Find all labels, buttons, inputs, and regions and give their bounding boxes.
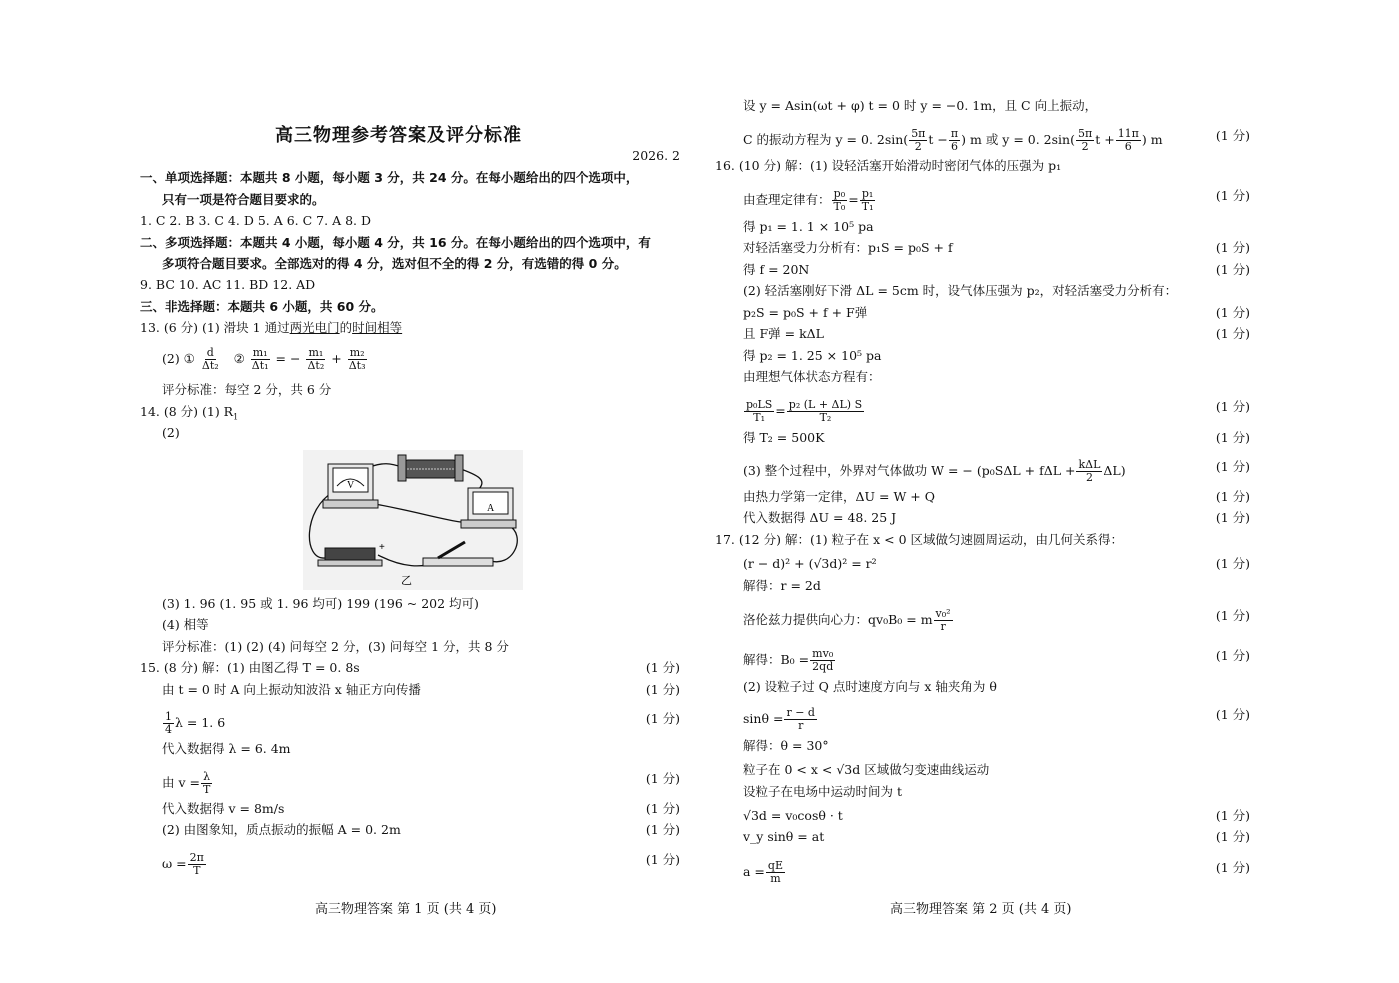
svg-text:V: V bbox=[347, 480, 355, 491]
q17-line12: v_y sinθ = at (1 分) bbox=[743, 829, 1250, 844]
q16-line1: 16. (10 分) 解：(1) 设轻活塞开始滑动时密闭气体的压强为 p₁ bbox=[715, 158, 1062, 173]
r-line2: C 的振动方程为 y = 0. 2sin( $\frac{5\pi}{2}$ t − $\frac{\pi}{6}$ ) m 或 y = 0. 2sin( $\frac{5\pi}{2}$ t + $\frac{11\pi}{6}$ ) m (1 分) bbox=[743, 127, 1250, 153]
q13-standard: 评分标准：每空 2 分，共 6 分 bbox=[162, 382, 332, 397]
q16-line7: p₂S = p₀S + f + F弹 (1 分) bbox=[743, 305, 1250, 320]
section-1-heading-cont: 只有一项是符合题目要求的。 bbox=[162, 192, 325, 207]
voltmeter bbox=[323, 464, 378, 508]
q15-line7: (2) 由图象知，质点振动的振幅 A = 0. 2m (1 分) bbox=[162, 822, 680, 837]
q13-part1: 13. (6 分) (1) 滑块 1 通过两光电门的时间相等 bbox=[140, 320, 403, 335]
q16-line11: $\frac{\text{p₀LS}}{\text{T₁}}$ = $\frac{\text{p₂ (L + ΔL) S}}{\text{T₂}}$ (1 分) bbox=[746, 398, 1250, 424]
q16-line8: 且 F弹 = kΔL (1 分) bbox=[743, 326, 1250, 341]
q15-line2: 由 t = 0 时 A 向上振动知波沿 x 轴正方向传播 (1 分) bbox=[162, 682, 680, 697]
q14-part4: (4) 相等 bbox=[162, 617, 209, 632]
q16-line6: (2) 轻活塞刚好下滑 ΔL = 5cm 时，设气体压强为 p₂，对轻活塞受力分析有： bbox=[743, 283, 1178, 298]
q15-line8: ω = $\frac{2\pi}{T}$ (1 分) bbox=[162, 851, 680, 877]
svg-text:+: + bbox=[379, 542, 385, 553]
q17-line6: (2) 设粒子过 Q 点时速度方向与 x 轴夹角为 θ bbox=[743, 679, 997, 694]
q16-line4: 对轻活塞受力分析有：p₁S = p₀S + f (1 分) bbox=[743, 240, 1250, 255]
q15-line5: 由 v = $\frac{\lambda}{T}$ (1 分) bbox=[162, 770, 680, 796]
answers-1-8: 1. C 2. B 3. C 4. D 5. A 6. C 7. A 8. D bbox=[140, 213, 371, 228]
doc-date: 2026. 2 bbox=[632, 148, 680, 163]
q16-line5: 得 f = 20N (1 分) bbox=[743, 262, 1250, 277]
doc-title: 高三物理参考答案及评分标准 bbox=[275, 125, 522, 146]
q13-part2: (2) ① $\frac{d}{\text{Δt₂}}$ ② $\frac{\text{m₁}}{\text{Δt₁}}$ = − $\frac{\text{m₁}}{\text{Δt₂}}$ + $\frac{\text{m₂}}{\text{Δt₃}}$ bbox=[162, 346, 366, 372]
answers-9-12: 9. BC 10. AC 11. BD 12. AD bbox=[140, 277, 316, 292]
q15-line1: 15. (8 分) 解：(1) 由图乙得 T = 0. 8s (1 分) bbox=[140, 660, 680, 675]
svg-text:A: A bbox=[487, 503, 495, 514]
circuit-label: 乙 bbox=[401, 574, 412, 587]
section-2-heading: 二、多项选择题：本题共 4 小题，每小题 4 分，共 16 分。在每小题给出的四个选项中，有 bbox=[140, 235, 651, 250]
q17-line3: 解得：r = 2d bbox=[743, 578, 821, 593]
q15-line6: 代入数据得 v = 8m/s (1 分) bbox=[162, 801, 680, 816]
q17-line9: 粒子在 0 < x < √3d 区域做匀变速曲线运动 bbox=[743, 762, 990, 777]
section-2-heading-cont: 多项符合题目要求。全部选对的得 4 分，选对但不全的得 2 分，有选错的得 0 分。 bbox=[162, 256, 627, 271]
section-1-heading: 一、单项选择题：本题共 8 小题，每小题 3 分，共 24 分。在每小题给出的四个选项中， bbox=[140, 170, 639, 185]
q16-line10: 由理想气体状态方程有： bbox=[743, 369, 881, 384]
page-1 bbox=[140, 0, 680, 983]
q17-line4: 洛伦兹力提供向心力：qv₀B₀ = m $\frac{\text{v₀²}}{r}$ (1 分) bbox=[743, 607, 1250, 633]
q17-line13: a = $\frac{qE}{m}$ (1 分) bbox=[743, 859, 1250, 885]
q17-line7: sinθ = $\frac{r - d}{r}$ (1 分) bbox=[743, 706, 1250, 732]
q17-line5: 解得：B₀ = $\frac{\text{mv₀}}{2qd}$ (1 分) bbox=[743, 647, 1250, 673]
q17-line8: 解得：θ = 30° bbox=[743, 738, 829, 753]
q16-line14: 由热力学第一定律，ΔU = W + Q (1 分) bbox=[743, 489, 1250, 504]
circuit-diagram bbox=[303, 450, 523, 590]
q17-line11: √3d = v₀cosθ · t (1 分) bbox=[743, 808, 1250, 823]
q14-part3: (3) 1. 96 (1. 95 或 1. 96 均可) 199 (196 ~ 202 均可) bbox=[162, 596, 479, 611]
q16-line15: 代入数据得 ΔU = 48. 25 J (1 分) bbox=[743, 510, 1250, 525]
q15-line4: 代入数据得 λ = 6. 4m bbox=[162, 741, 291, 756]
q17-line1: 17. (12 分) 解：(1) 粒子在 x < 0 区域做匀速圆周运动，由几何关系得： bbox=[715, 532, 1124, 547]
ammeter bbox=[461, 488, 516, 528]
fraction: $\frac{d}{\text{Δt₂}}$ bbox=[201, 346, 219, 372]
q17-line10: 设粒子在电场中运动时间为 t bbox=[743, 784, 902, 799]
q16-line9: 得 p₂ = 1. 25 × 10⁵ pa bbox=[743, 348, 882, 363]
q16-line3: 得 p₁ = 1. 1 × 10⁵ pa bbox=[743, 219, 874, 234]
q15-line3: $\frac{1}{4}$ λ = 1. 6 (1 分) bbox=[165, 710, 680, 736]
page-2 bbox=[715, 0, 1250, 983]
q14-part2: (2) bbox=[162, 425, 180, 440]
q16-line12: 得 T₂ = 500K (1 分) bbox=[743, 430, 1250, 445]
q17-line2: (r − d)² + (√3d)² = r² (1 分) bbox=[743, 556, 1250, 571]
page-1-footer: 高三物理答案 第 1 页 (共 4 页) bbox=[315, 902, 497, 917]
q16-line2: 由查理定律有： $\frac{\text{p₀}}{\text{T₀}}$ = $\frac{\text{p₁}}{\text{T₁}}$ (1 分) bbox=[743, 187, 1250, 213]
page-2-footer: 高三物理答案 第 2 页 (共 4 页) bbox=[890, 902, 1072, 917]
q14-part1: 14. (8 分) (1) $R_1$ bbox=[140, 404, 239, 422]
section-3-heading: 三、非选择题：本题共 6 小题，共 60 分。 bbox=[140, 299, 384, 314]
r-line1: 设 y = Asin(ωt + φ) t = 0 时 y = −0. 1m，且 C 向上振动， bbox=[743, 98, 1098, 113]
q16-line13: (3) 整个过程中，外界对气体做功 W = − (p₀SΔL + fΔL + $\frac{\text{kΔL}}{2}$ ΔL) (1 分) bbox=[743, 458, 1250, 484]
q14-standard: 评分标准：(1) (2) (4) 问每空 2 分，(3) 问每空 1 分，共 8 分 bbox=[162, 639, 509, 654]
